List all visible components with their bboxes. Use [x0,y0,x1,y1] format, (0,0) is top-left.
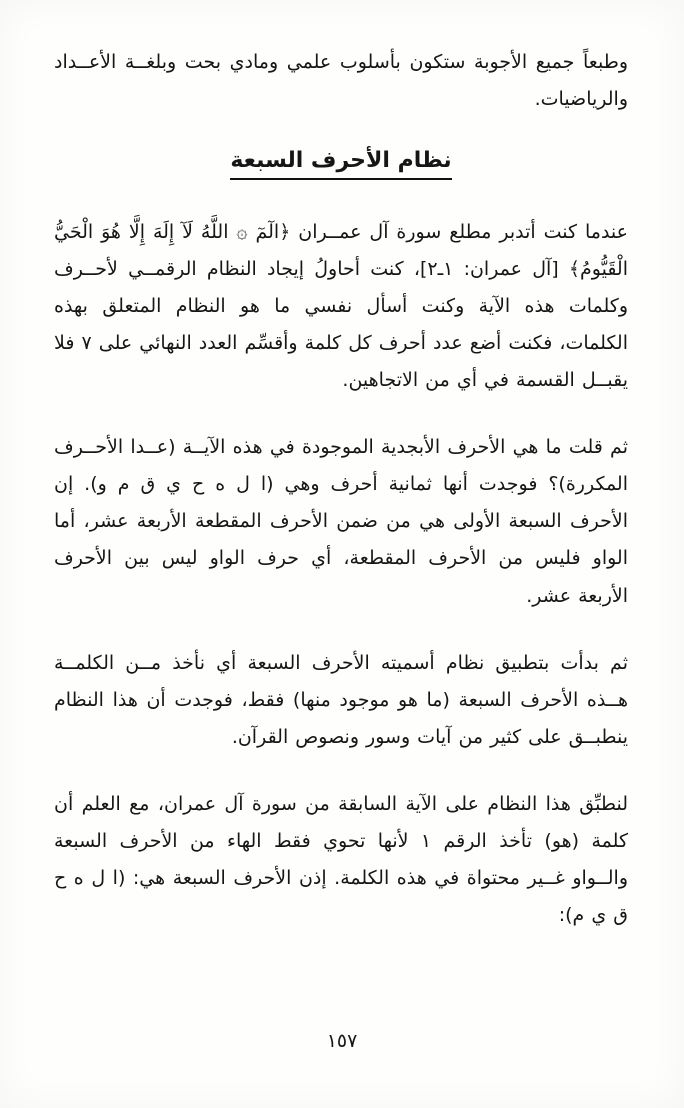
page-number: ١٥٧ [326,1030,358,1052]
paragraph-quran-verse: عندما كنت أتدبر مطلع سورة آل عمــران ﴿الٓمٓ ۞ اللَّهُ لَآ إِلَهَ إِلَّا هُوَ الْحَيُّ الْقَيُّومُ﴾ [آل عمران: ١ـ٢]، كنت أحاولُ إيجاد النظام الرقمــي لأحــرف وكلمات هذه الآية وكنت أسأل نفسي ما هو النظام المتعلق بهذه الكلمات، فكنت أضع عدد أحرف كل كلمة وأقسِّم العدد النهائي على ٧ فلا يقبــل القسمة في أي من الاتجاهين. [54,221,628,392]
paragraph-system-application: ثم بدأت بتطبيق نظام أسميته الأحرف السبعة أي نأخذ مــن الكلمــة هــذه الأحرف السبعة (ما هو موجود منها) فقط، فوجدت أن هذا النظام ينطبــق على كثير من آيات وسور ونصوص القرآن. [54,651,628,748]
section-heading-text: نظام الأحرف السبعة [230,148,451,180]
paragraph-seven-letters: لنطبِّق هذا النظام على الآية السابقة من سورة آل عمران، مع العلم أن كلمة (هو) تأخذ الرقم ١ لأنها تحوي فقط الهاء من الأحرف السبعة والــواو غــير محتواة في هذه الكلمة. إذن الأحرف السبعة هي: (ا ل ه ح ق ي م): [54,792,628,926]
paragraph-intro: وطبعاً جميع الأجوبة ستكون بأسلوب علمي ومادي بحت وبلغــة الأعــداد والرياضيات. [54,51,628,111]
paragraph-letters-analysis: ثم قلت ما هي الأحرف الأبجدية الموجودة في هذه الآيــة (عــدا الأحــرف المكررة)؟ فوجدت أنها ثمانية أحرف وهي (ا ل ه ح ي ق م و). إن الأحرف السبعة الأولى هي من ضمن الأحرف المقطعة الأربعة عشر، أما الواو فليس من الأحرف المقطعة، أي حرف الواو ليس بين الأحرف الأربعة عشر. [54,436,628,607]
section-heading [54,148,628,180]
